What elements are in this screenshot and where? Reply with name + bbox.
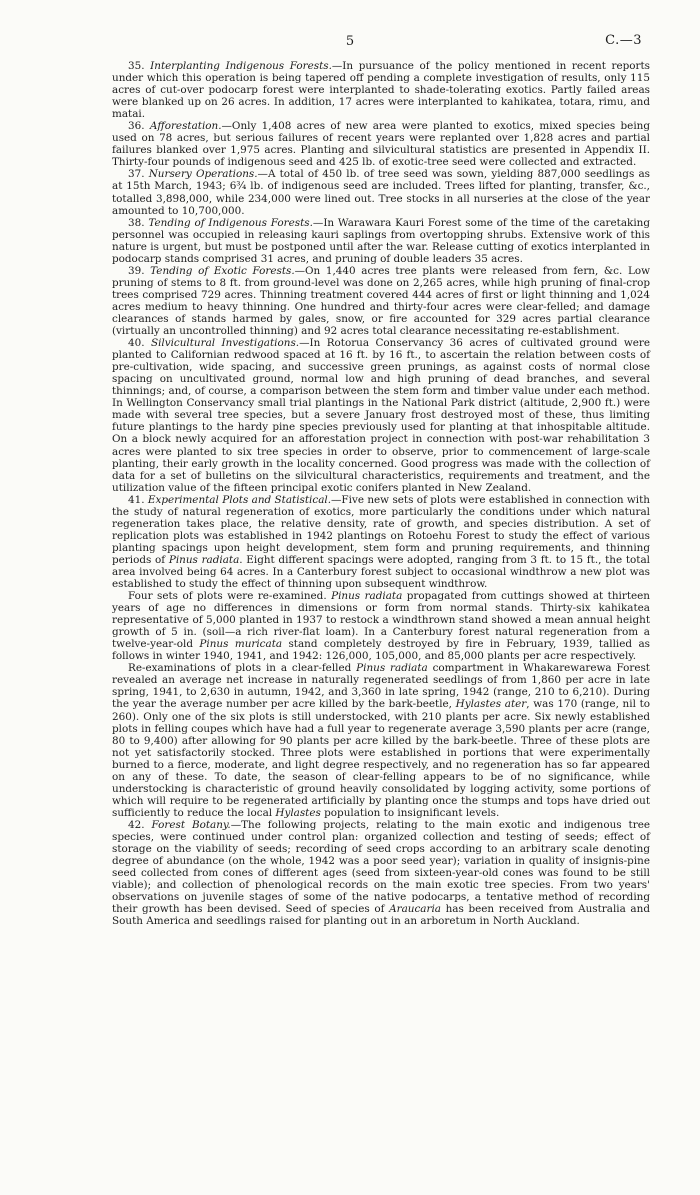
species-name: Araucaria: [389, 903, 441, 916]
paragraph-40: 40. Silvicultural Investigations.—In Rotorua Conservancy 36 acres of cultivated ground were planted to Californian redwood spaced at 16 ft. by 16 ft., to ascertain the relation between costs of pre-cultivation, wide spacing, and successive green prunings, as against costs of normal close spacing on uncultivated ground, normal low and high pruning of dead branches, and several thinnings; and, of course, a comparison between the stem form and timber value under each method. In Wellington Conservancy small trial plantings in the National Park district (altitude, 2,900 ft.) were made with several tree species, but a severe January frost destroyed most of these, thus limiting future plantings to the hardy pine species previously used for planting at that inhospitable altitude. On a block newly acquired for an afforestation project in connection with post-war rehabilitation 3 acres were planted to six tree species in order to observe, prior to commencement of large-scale planting, their early growth in the locality concerned. Good progress was made with the collection of data for a set of bulletins on the silvicultural characteristics, requirements and treatment, and the utilization value of the fifteen principal exotic conifers planted in New Zealand.: [112, 337, 650, 494]
page-number: 5: [345, 34, 355, 49]
section-heading: Experimental Plots and Statistical.: [147, 493, 332, 506]
species-name: Pinus radiata: [331, 590, 403, 603]
paragraph-41-plots: Four sets of plots were re-examined. Pinus radiata propagated from cuttings showed at thirteen years of age no differences in dimensions or form from normal stands. Thirty-six kahikatea representative of 5,000 planted in 1937 to restock a windthrown stand showed a mean annual height growth of 5 in. (soil—a rich river-flat loam). In a Canterbury forest natural regeneration from a twelve-year-old Pinus muricata stand completely destroyed by fire in February, 1939, tallied as follows in winter 1940, 1941, and 1942: 126,000, 105,000, and 85,000 plants per acre respectively.: [112, 590, 650, 663]
species-name: Pinus muricata: [199, 638, 283, 651]
species-name: Pinus radiata: [168, 553, 240, 566]
document-body: [112, 60, 650, 927]
paragraph-41-reexaminations: Re-examinations of plots in a clear-felled Pinus radiata compartment in Whakarewarewa Forest revealed an average net increase in naturally regenerated seedlings of from 1,860 per acre in late spring, 1941, to 2,630 in autumn, 1942, and 3,360 in late spring, 1942 (range, 210 to 6,210). During the year the average number per acre killed by the bark-beetle, Hylastes ater, was 170 (range, nil to 260). Only one of the six plots is still understocked, with 210 plants per acre. Six newly established plots in felling coupes which have had a full year to regenerate average 3,590 plants per acre (range, 80 to 9,400) after allowing for 90 plants per acre killed by the bark-beetle. Three of these plots are not yet satisfactorily stocked. Three plots were established in portions that were experimentally burned to a fierce, moderate, and light degree respectively, and no regeneration has so far appeared on any of these. To date, the season of clear-felling appears to be of no significance, while understocking is characteristic of ground heavily consolidated by logging activity, some portions of which will require to be regenerated artificially by planting once the stumps and tops have dried out sufficiently to reduce the local Hylastes population to insignificant levels.: [112, 662, 650, 819]
paragraph-38: 38. Tending of Indigenous Forests.—In Warawara Kauri Forest some of the time of the caretaking personnel was occupied in releasing kauri saplings from overtopping shrubs. Extensive work of this nature is urgent, but must be postponed until after the war. Release cutting of exotics interplanted in podocarp stands comprised 31 acres, and pruning of double leaders 35 acres.: [112, 216, 650, 265]
section-heading: Tending of Exotic Forests.: [150, 264, 295, 277]
section-heading: Nursery Operations.: [148, 168, 258, 181]
document-code: C.—3: [605, 33, 642, 48]
species-name: Hylastes ater: [455, 698, 527, 711]
section-heading: Interplanting Indigenous Forests.: [150, 60, 332, 72]
section-heading: Forest Botany.: [151, 818, 231, 831]
species-name: Pinus radiata: [356, 662, 428, 675]
species-name: Hylastes: [275, 806, 321, 819]
section-heading: Afforestation.: [149, 120, 222, 133]
paragraph-39: 39. Tending of Exotic Forests.—On 1,440 acres tree plants were released from fern, &c. Low pruning of stems to 8 ft. from ground-level was done on 2,265 acres, while high pruning of final-crop trees comprised 729 acres. Thinning treatment covered 444 acres of first or light thinning and 1,024 acres medium to heavy thinning. One hundred and thirty-four acres were clear-felled; and damage clearances of stands harmed by gales, snow, or fire accounted for 329 acres partial clearance (virtually an uncontrolled thinning) and 92 acres total clearance necessitating re-establishment.: [112, 264, 650, 338]
section-heading: Tending of Indigenous Forests.: [148, 216, 313, 229]
paragraph-41: 41. Experimental Plots and Statistical.—Five new sets of plots were established in connection with the study of natural regeneration of exotics, more particularly the conditions under which natural regeneration takes place, the relative density, rate of growth, and species distribution. A set of replication plots was established in 1942 plantings on Rotoehu Forest to study the effect of various planting spacings upon height development, stem form and pruning requirements, and thinning periods of Pinus radiata. Eight different spacings were adopted, ranging from 3 ft. to 15 ft., the total area involved being 64 acres. In a Canterbury forest subject to occasional windthrow a new plot was established to study the effect of thinning upon subsequent windthrow.: [112, 493, 650, 591]
paragraph-35: 35. Interplanting Indigenous Forests.—In pursuance of the policy mentioned in recent reports under which this operation is being tapered off pending a complete investigation of results, only 115 acres of cut-over podocarp forest were interplanted to shade-tolerating exotics. Partly failed areas were blanked up on 26 acres. In addition, 17 acres were interplanted to kahikatea, totara, rimu, and matai.: [112, 60, 650, 121]
paragraph-42: 42. Forest Botany.—The following projects, relating to the main exotic and indigenous tree species, were continued under control plan: organized collection and testing of seeds; effect of storage on the viability of seeds; recording of seed crops according to an arbitrary scale denoting degree of abundance (on the whole, 1942 was a poor seed year); variation in quality of insignis-pine seed collected from cones of different ages (seed from sixteen-year-old cones was found to be still viable); and collection of phenological records on the main exotic tree species. From two years' observations on juvenile stages of some of the native podocarps, a tentative method of recording their growth has been devised. Seed of species of Araucaria has been received from Australia and South America and seedlings raised for planting out in an arboretum in North Auckland.: [112, 818, 650, 928]
paragraph-36: 36. Afforestation.—Only 1,408 acres of new area were planted to exotics, mixed species being used on 78 acres, but serious failures of recent years were replanted over 1,828 acres and partial failures blanked over 1,975 acres. Planting and silvicultural statistics are presented in Appendix II. Thirty-four pounds of indigenous seed and 425 lb. of exotic-tree seed were collected and extracted.: [112, 120, 651, 169]
section-heading: Silvicultural Investigations.: [150, 337, 300, 350]
paragraph-37: 37. Nursery Operations.—A total of 450 lb. of tree seed was sown, yielding 887,000 seedlings as at 15th March, 1943; 6¾ lb. of indigenous seed are included. Trees lifted for planting, transfer, &c., totalled 3,898,000, while 234,000 were lined out. Tree stocks in all nurseries at the close of the year amounted to 10,700,000.: [112, 168, 650, 217]
